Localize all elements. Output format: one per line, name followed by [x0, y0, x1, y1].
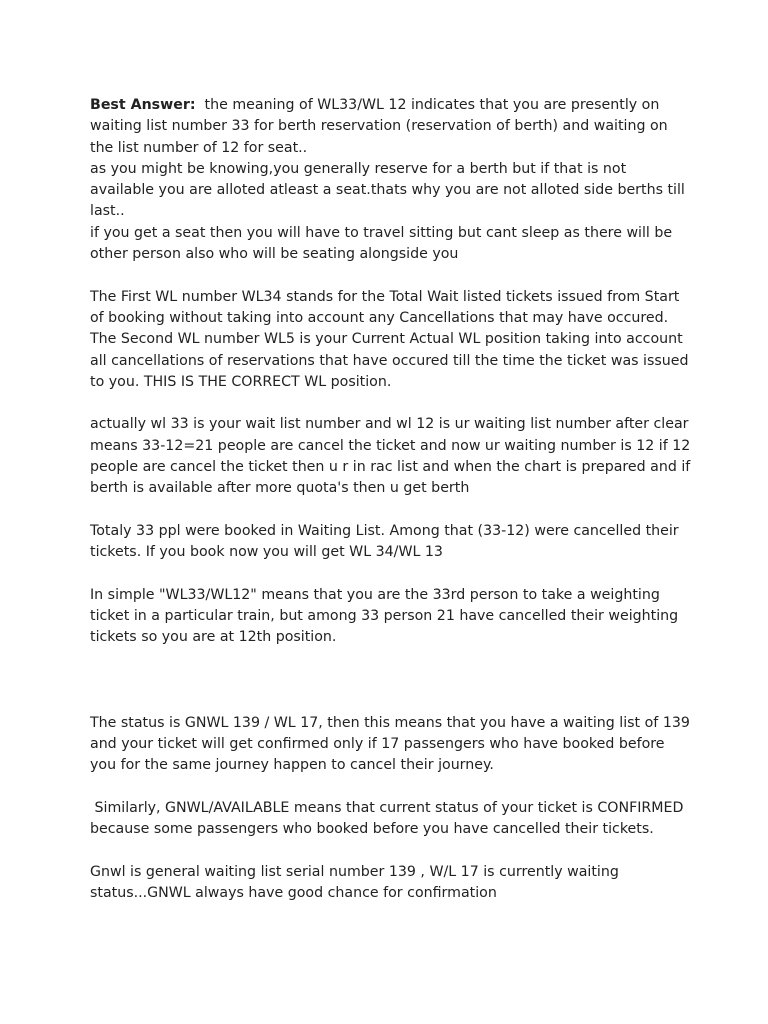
text-line: Totaly 33 ppl were booked in Waiting List. Among that (33-12) were cancelled their	[90, 522, 679, 539]
text-line: status...GNWL always have good chance for confirmation	[90, 885, 497, 902]
text-line: the list number of 12 for seat..	[90, 139, 308, 156]
text-line: waiting list number 33 for berth reservation (reservation of berth) and waiting on	[90, 118, 668, 135]
paragraph-spacer	[90, 564, 690, 585]
paragraph-totaly	[90, 521, 690, 564]
text-line: means 33-12=21 people are cancel the ticket and now ur waiting number is 12 if 12	[90, 437, 691, 454]
text-line: Gnwl is general waiting list serial number 139 , W/L 17 is currently waiting	[90, 863, 619, 880]
text-line: actually wl 33 is your wait list number and wl 12 is ur waiting list number after clear	[90, 416, 689, 433]
text-line: The status is GNWL 139 / WL 17, then this means that you have a waiting list of 139	[90, 714, 690, 731]
paragraph-in-simple	[90, 585, 690, 649]
paragraph-gnwl-general	[90, 862, 690, 905]
text-line: The Second WL number WL5 is your Current Actual WL position taking into account	[90, 331, 683, 348]
text-line: of booking without taking into account any Cancellations that may have occured.	[90, 309, 669, 326]
paragraph-spacer	[90, 393, 690, 414]
paragraph-best-answer	[90, 95, 690, 265]
paragraph-spacer	[90, 777, 690, 798]
paragraph-spacer	[90, 500, 690, 521]
text-line: to you. THIS IS THE CORRECT WL position.	[90, 373, 392, 390]
text-line: ticket in a particular train, but among 33 person 21 have cancelled their weighting	[90, 608, 679, 625]
text-line: tickets. If you book now you will get WL 34/WL 13	[90, 544, 443, 561]
text-line: as you might be knowing,you generally reserve for a berth but if that is not	[90, 160, 627, 177]
document-page	[90, 95, 690, 904]
text-line: all cancellations of reservations that have occured till the time the ticket was issued	[90, 352, 689, 369]
paragraph-similarly	[90, 798, 690, 841]
paragraph-spacer	[90, 841, 690, 862]
text-line: In simple "WL33/WL12" means that you are the 33rd person to take a weighting	[90, 586, 660, 603]
text-line: tickets so you are at 12th position.	[90, 629, 337, 646]
text-line: Similarly, GNWL/AVAILABLE means that current status of your ticket is CONFIRMED	[90, 799, 684, 816]
text-line: berth is available after more quota's then u get berth	[90, 480, 470, 497]
text-line: you for the same journey happen to cancel their journey.	[90, 757, 494, 774]
text-line: other person also who will be seating alongside you	[90, 246, 459, 263]
paragraph-spacer	[90, 265, 690, 286]
text-line: and your ticket will get confirmed only if 17 passengers who have booked before	[90, 736, 665, 753]
paragraph-wl-explanation	[90, 287, 690, 393]
text-line: people are cancel the ticket then u r in rac list and when the chart is prepared and if	[90, 459, 691, 476]
text-line: if you get a seat then you will have to travel sitting but cant sleep as there will be	[90, 224, 673, 241]
paragraph-spacer	[90, 649, 690, 713]
text-line: the meaning of WL33/WL 12 indicates that you are presently on	[195, 97, 660, 113]
paragraph-gnwl-status	[90, 713, 690, 777]
best-answer-label: Best Answer:	[90, 97, 196, 113]
paragraph-actually	[90, 414, 690, 499]
text-line: The First WL number WL34 stands for the Total Wait listed tickets issued from Start	[90, 288, 680, 305]
text-line: last..	[90, 203, 125, 220]
text-line: because some passengers who booked before you have cancelled their tickets.	[90, 821, 654, 838]
text-line: available you are alloted atleast a seat.thats why you are not alloted side berths till	[90, 182, 685, 199]
